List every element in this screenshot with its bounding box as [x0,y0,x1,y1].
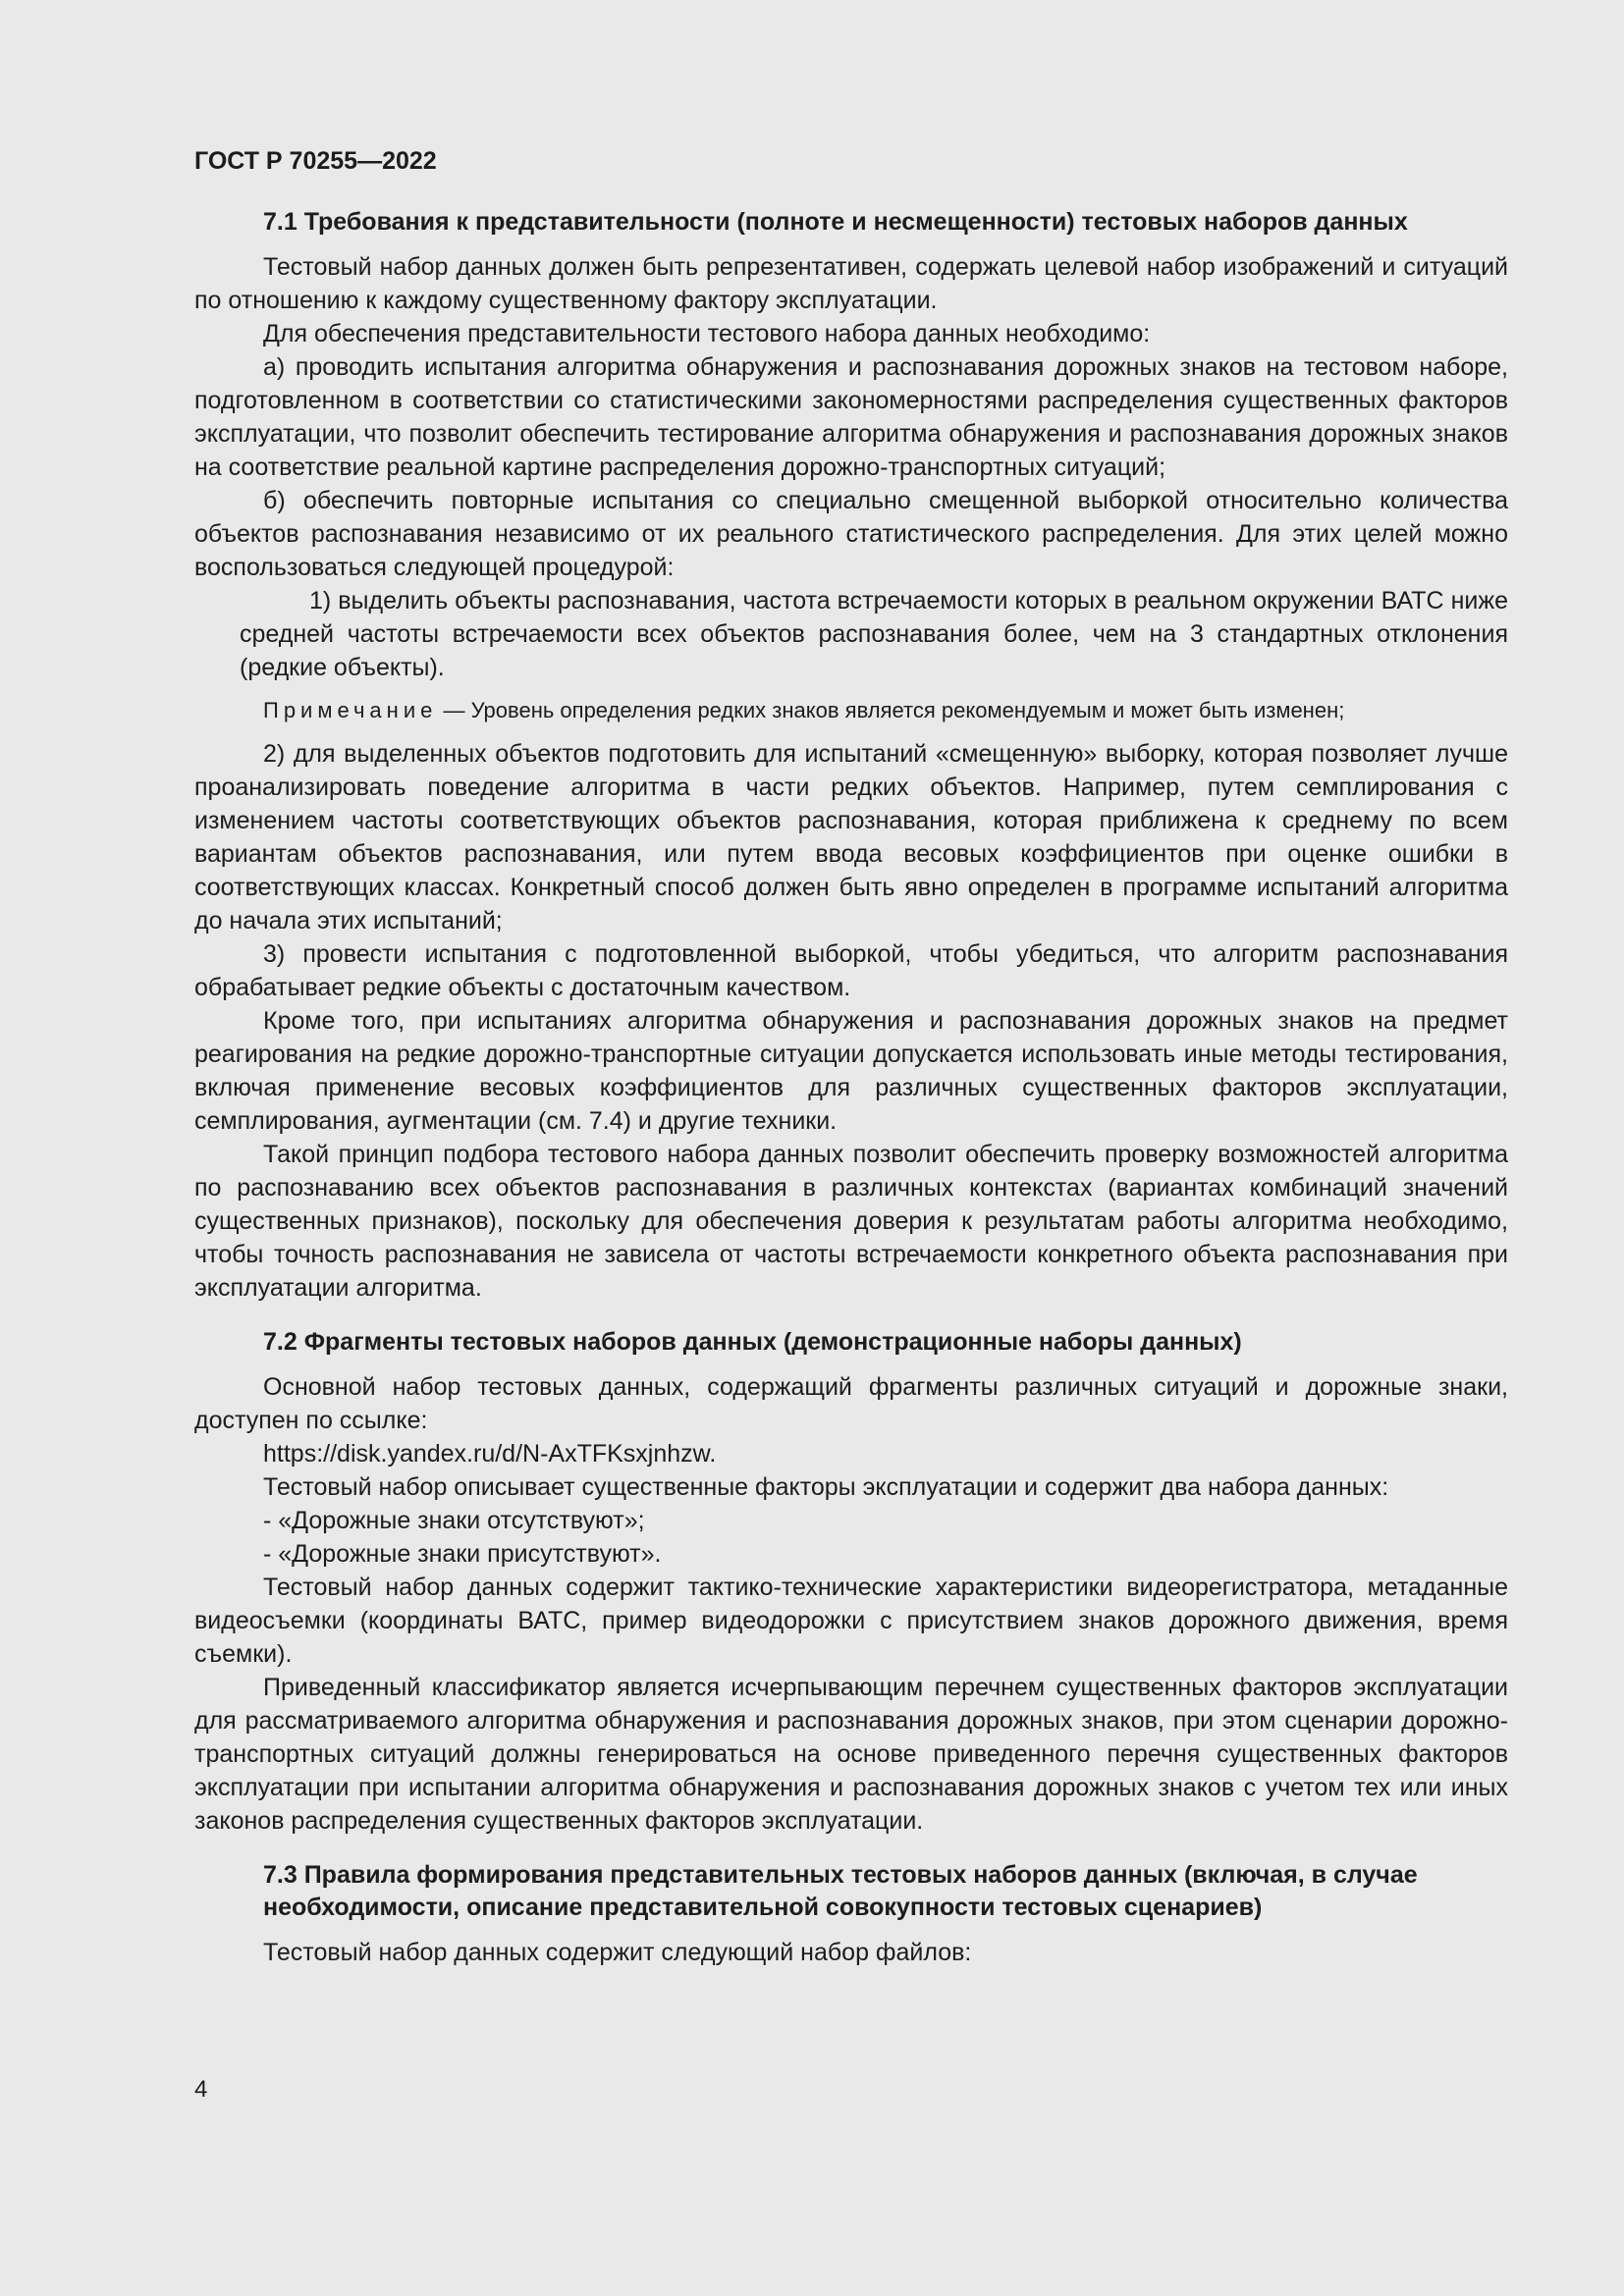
section-7-1-item-b: б) обеспечить повторные испытания со специально смещенной выборкой относительно количества объектов распознавания независимо от их реального статистического распределения. Для этих целей можно воспользоваться следующей процедурой: [194,487,1508,581]
section-7-1-subitem-2: 2) для выделенных объектов подготовить для испытаний «смещенную» выборку, которая позволяет лучше проанализировать поведение алгоритма в части редких объектов. Например, путем семплирования с изменением частоты соответствующих объектов распознавания, которая приближена к среднему по всем вариантам объектов распознавания, или путем ввода весовых коэффициентов при оценке ошибки в соответствующих классах. Конкретный способ должен быть явно определен в программе испытаний алгоритма до начала этих испытаний; [194,740,1508,934]
section-7-1-title: 7.1 Требования к представительности (полноте и несмещенности) тестовых наборов данных [263,208,1408,236]
section-7-1-paragraph-more: Кроме того, при испытаниях алгоритма обнаружения и распознавания дорожных знаков на предмет реагирования на редкие дорожно-транспортные ситуации допускается использовать иные методы тестирования, включая применение весовых коэффициентов для различных существенных факторов эксплуатации, семплирования, аугментации (см. 7.4) и другие техники. [194,1007,1508,1135]
note-text: — Уровень определения редких знаков является рекомендуемым и может быть изменен; [437,698,1345,722]
note-label: Примечание [263,698,438,722]
section-7-1-subitem-1: 1) выделить объекты распознавания, частота встречаемости которых в реальном окружении ВАТС ниже средней частоты встречаемости всех объектов распознавания более, чем на 3 стандартных отклонения (редкие объекты). [240,587,1508,681]
section-7-2-paragraph-3: Тестовый набор данных содержит тактико-технические характеристики видеорегистратора, метаданные видеосъемки (координаты ВАТС, пример видеодорожки с присутствием знаков дорожного движения, время съемки). [194,1574,1508,1668]
list-item-signs-absent: - «Дорожные знаки отсутствуют»; [263,1507,645,1534]
section-7-1-paragraph-1: Тестовый набор данных должен быть репрезентативен, содержать целевой набор изображений и ситуаций по отношению к каждому существенному фактору эксплуатации. [194,253,1508,314]
section-7-2-paragraph-1: Основной набор тестовых данных, содержащий фрагменты различных ситуаций и дорожные знаки, доступен по ссылке: [194,1373,1508,1434]
section-7-1-paragraph-2: Для обеспечения представительности тестового набора данных необходимо: [263,320,1151,347]
section-7-1-subitem-3: 3) провести испытания с подготовленной выборкой, чтобы убедиться, что алгоритм распознавания обрабатывает редкие объекты с достаточным качеством. [194,940,1508,1001]
section-7-2-paragraph-4: Приведенный классификатор является исчерпывающим перечнем существенных факторов эксплуатации для рассматриваемого алгоритма обнаружения и распознавания дорожных знаков, при этом сценарии дорожно-транспортных ситуаций должны генерироваться на основе приведенного перечня существенных факторов эксплуатации при испытании алгоритма обнаружения и распознавания дорожных знаков с учетом тех или иных законов распределения существенных факторов эксплуатации. [194,1674,1508,1835]
section-7-3-paragraph-1: Тестовый набор данных содержит следующий набор файлов: [263,1939,972,1966]
document-code-header: ГОСТ Р 70255—2022 [194,147,437,175]
note [194,696,1508,725]
page-number: 4 [194,2076,208,2103]
list-item-signs-present: - «Дорожные знаки присутствуют». [263,1540,662,1568]
section-7-2-paragraph-2: Тестовый набор описывает существенные факторы эксплуатации и содержит два набора данных: [263,1473,1389,1501]
document-page [194,145,1508,1969]
section-7-1-item-a: а) проводить испытания алгоритма обнаружения и распознавания дорожных знаков на тестовом наборе, подготовленном в соответствии со статистическими закономерностями распределения существенных факторов эксплуатации, что позволит обеспечить тестирование алгоритма обнаружения и распознавания дорожных знаков на соответствие реальной картине распределения дорожно-транспортных ситуаций; [194,353,1508,481]
section-7-3-title: 7.3 Правила формирования представительных тестовых наборов данных (включая, в случае необходимости, описание представительной совокупности тестовых сценариев) [263,1861,1418,1921]
section-7-2-title: 7.2 Фрагменты тестовых наборов данных (демонстрационные наборы данных) [263,1328,1242,1356]
dataset-link[interactable]: https://disk.yandex.ru/d/N-AxTFKsxjnhzw. [263,1440,717,1468]
section-7-1-paragraph-principle: Такой принцип подбора тестового набора данных позволит обеспечить проверку возможностей алгоритма по распознаванию всех объектов распознавания в различных контекстах (вариантах комбинаций значений существенных признаков), поскольку для обеспечения доверия к результатам работы алгоритма необходимо, чтобы точность распознавания не зависела от частоты встречаемости конкретного объекта распознавания при эксплуатации алгоритма. [194,1141,1508,1302]
